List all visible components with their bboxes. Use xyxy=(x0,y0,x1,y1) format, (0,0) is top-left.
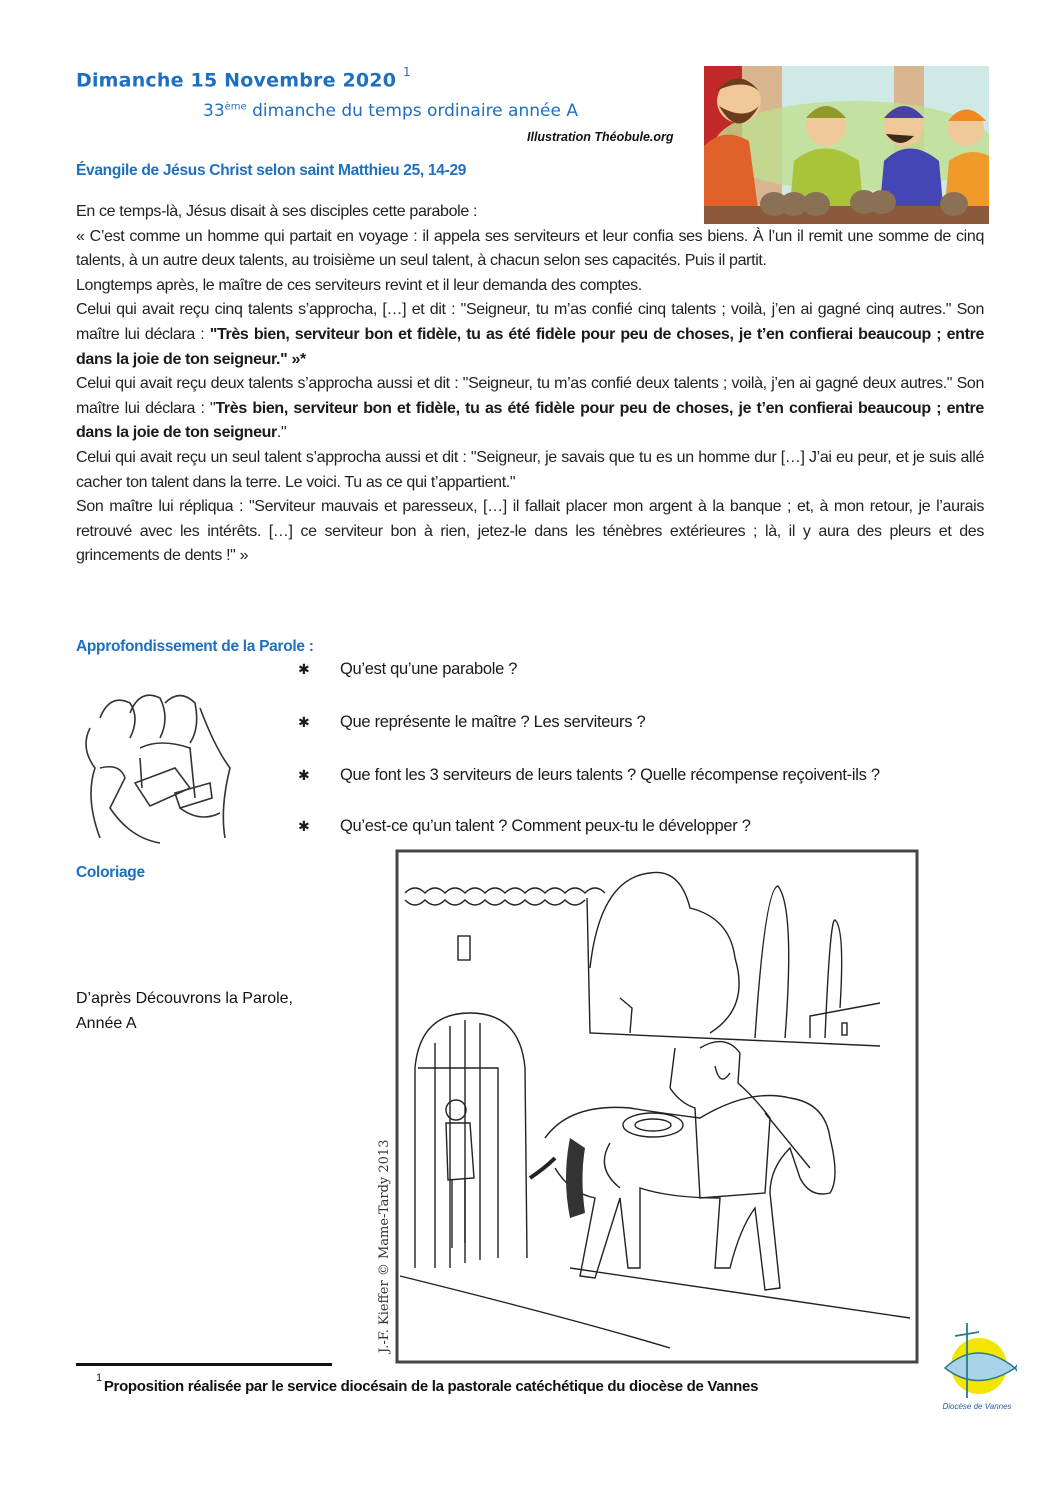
gospel-paragraph xyxy=(76,274,984,299)
gospel-text-span: Son maître lui répliqua : "Serviteur mauvais et paresseux, […] il fallait placer mon argent à la banque ; et, à mon retour, je l’aurais retrouvé avec les intérêts. […] ce serviteur bon à rien, jetez-le dans les ténèbres extérieures ; là, il y aura des pleurs et des grincements de dents !" » xyxy=(76,498,984,565)
question-item xyxy=(298,660,517,679)
gospel-text-span: ." xyxy=(276,424,287,442)
title-text: Dimanche 15 Novembre 2020 xyxy=(76,69,397,92)
question-text: Que font les 3 serviteurs de leurs talents ? Quelle récompense reçoivent-ils ? xyxy=(340,766,880,784)
illustration-credit: Illustration Théobule.org xyxy=(527,130,674,144)
page-title xyxy=(76,65,411,92)
diocese-logo-label: Diocèse de Vannes xyxy=(942,1402,1012,1411)
footnote xyxy=(96,1372,759,1395)
gospel-text-span: Longtemps après, le maître de ces serviteurs revint et il leur demanda des comptes. xyxy=(76,276,642,294)
page-subtitle xyxy=(203,101,578,121)
source-line: Année A xyxy=(76,1015,137,1032)
gospel-bold-span: "Très bien, serviteur bon et fidèle, tu as été fidèle pour peu de choses, je t’en confierai beaucoup ; entre dans la joie de ton seigneur." »* xyxy=(76,325,984,368)
gospel-paragraph xyxy=(76,446,984,495)
question-item xyxy=(298,713,645,732)
gospel-paragraph xyxy=(76,298,984,372)
gospel-heading: Évangile de Jésus Christ selon saint Matthieu 25, 14-29 xyxy=(76,162,467,179)
discussion-group-sketch xyxy=(80,688,240,848)
reflection-heading: Approfondissement de la Parole : xyxy=(76,638,314,655)
subtitle-ordinal-suffix: ème xyxy=(224,101,247,113)
question-item xyxy=(298,766,880,785)
coloring-page-image xyxy=(370,848,920,1366)
bullet-icon: ✱ xyxy=(298,661,310,677)
footnote-text: Proposition réalisée par le service diocésain de la pastorale catéchétique du diocèse de Vannes xyxy=(103,1378,759,1395)
gospel-bold-span: Très bien, serviteur bon et fidèle, tu as été fidèle pour peu de choses, je t’en confierai beaucoup ; entre dans la joie de ton seigneur xyxy=(76,399,984,442)
diocese-logo-icon xyxy=(937,1318,1017,1402)
bullet-icon: ✱ xyxy=(298,818,310,834)
bullet-icon: ✱ xyxy=(298,767,310,783)
footnote-number: 1 xyxy=(96,1372,102,1384)
gospel-text xyxy=(76,200,984,569)
question-text: Que représente le maître ? Les serviteurs ? xyxy=(340,713,646,731)
subtitle-ordinal: 33 xyxy=(203,101,225,121)
question-text: Qu’est qu’une parabole ? xyxy=(340,660,518,678)
subtitle-text: dimanche du temps ordinaire année A xyxy=(246,101,578,121)
gospel-paragraph xyxy=(76,225,984,274)
gospel-text-span: Celui qui avait reçu deux talents s’approcha aussi et dit : "Seigneur, tu m’as confié deux talents ; voilà, j’en ai gagné deux autres." Son maître lui déclara : " xyxy=(76,375,984,417)
gospel-text-span: Celui qui avait reçu cinq talents s’approcha, […] et dit : "Seigneur, tu m’as confié cinq talents ; voilà, j’en ai gagné cinq autres." Son maître lui déclara : xyxy=(76,301,984,343)
coloring-source xyxy=(76,986,293,1036)
gospel-text-span: Celui qui avait reçu un seul talent s’approcha aussi et dit : "Seigneur, je savais que tu es un homme dur […] J’ai eu peur, et je suis allé cacher ton talent dans la terre. Le voici. Tu as ce qui t’appartient." xyxy=(76,448,984,491)
footnote-separator xyxy=(76,1363,332,1366)
gospel-paragraph xyxy=(76,372,984,446)
gospel-paragraph xyxy=(76,200,984,225)
source-line: D’après Découvrons la Parole, xyxy=(76,990,293,1007)
question-item xyxy=(298,817,751,836)
coloring-heading: Coloriage xyxy=(76,864,145,881)
diocese-logo xyxy=(937,1318,1017,1414)
bullet-icon: ✱ xyxy=(298,714,310,730)
gospel-text-span: « C’est comme un homme qui partait en voyage : il appela ses serviteurs et leur confia ses biens. À l’un il remit une somme de cinq talents, à un autre deux talents, au troisième un seul talent, à chacun selon ses capacités. Puis il partit. xyxy=(76,227,984,270)
image-credit: J.-F. Kieffer © Mame-Tardy 2013 xyxy=(377,1139,392,1353)
question-text: Qu’est-ce qu’un talent ? Comment peux-tu le développer ? xyxy=(340,817,751,835)
gospel-paragraph xyxy=(76,495,984,569)
footnote-ref[interactable]: 1 xyxy=(402,65,411,79)
gospel-text-span: En ce temps-là, Jésus disait à ses disciples cette parabole : xyxy=(76,203,478,220)
